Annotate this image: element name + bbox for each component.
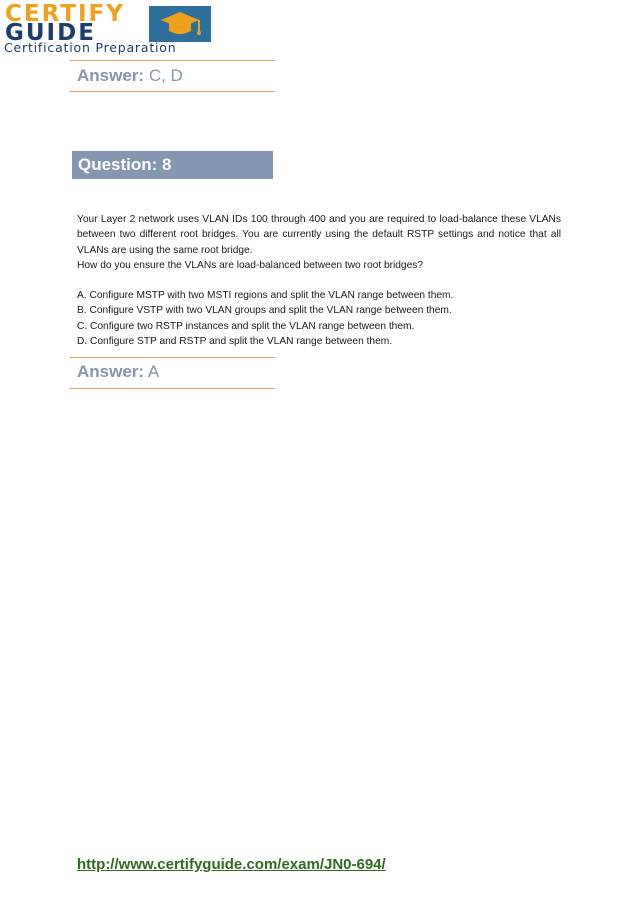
graduation-cap-icon: [149, 6, 211, 42]
option-c: C. Configure two RSTP instances and split the VLAN range between them.: [77, 320, 415, 332]
option-a: A. Configure MSTP with two MSTI regions and split the VLAN range between them.: [77, 290, 454, 302]
previous-answer: [77, 66, 183, 86]
logo-guide: GUIDE: [5, 20, 96, 46]
logo-tagline: Certification Preparation: [4, 40, 177, 55]
question-paragraph: Your Layer 2 network uses VLAN IDs 100 through 400 and you are required to load-balance these VLANs between two different root bridges. You are currently using the default RSTP settings and notice that all VLANs are using the same root bridge.: [77, 214, 561, 256]
question-prompt: How do you ensure the VLANs are load-balanced between two root bridges?: [77, 259, 424, 271]
answer: [77, 362, 159, 382]
answer-label: Answer:: [77, 362, 145, 381]
answer-label: Answer:: [77, 66, 145, 85]
answer-value: C, D: [148, 66, 183, 85]
question-body: [77, 212, 561, 349]
question-heading-bar: [72, 151, 273, 179]
logo-certify: CERTIFY: [5, 1, 125, 27]
options-list: [77, 288, 561, 349]
divider: [70, 357, 275, 358]
question-heading: Question: 8: [78, 155, 172, 174]
divider: [70, 91, 275, 92]
exam-link[interactable]: http://www.certifyguide.com/exam/JN0-694/: [77, 856, 386, 873]
certifyguide-logo: [3, 3, 213, 55]
divider: [70, 388, 275, 389]
answer-value: A: [147, 362, 160, 381]
option-d: D. Configure STP and RSTP and split the VLAN range between them.: [77, 336, 393, 348]
divider: [70, 60, 275, 61]
option-b: B. Configure VSTP with two VLAN groups and split the VLAN range between them.: [77, 305, 452, 317]
